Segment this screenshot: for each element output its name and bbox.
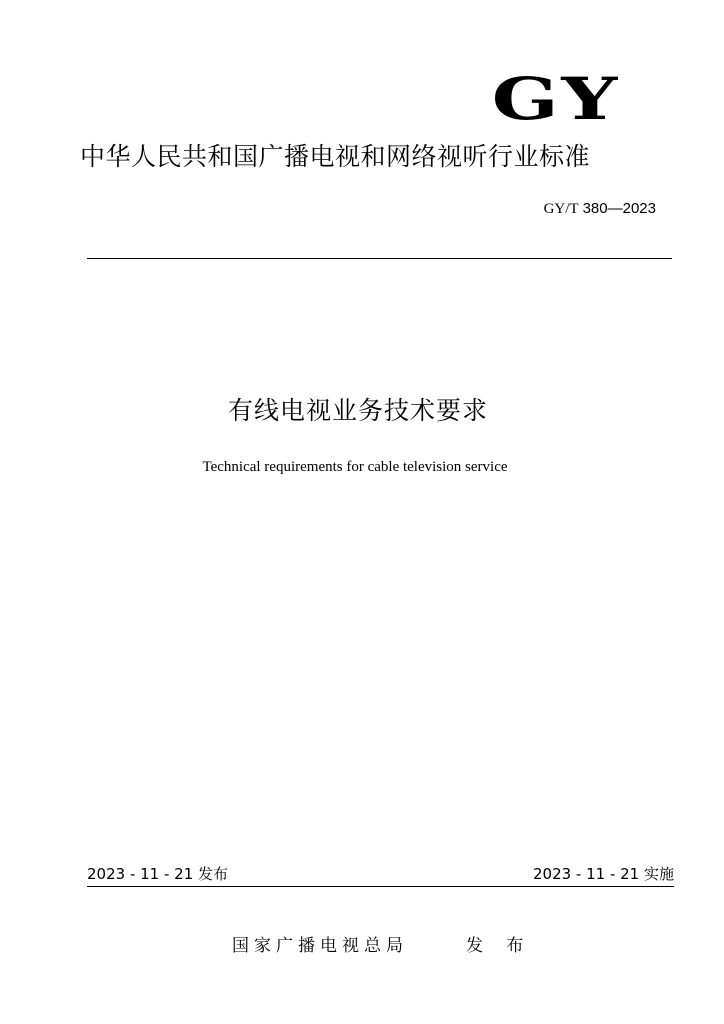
- gy-logo: GY: [491, 65, 620, 133]
- standard-code-number: 380—2023: [582, 200, 656, 217]
- publish-date: 2023 - 11 - 21 发布: [87, 865, 229, 883]
- standard-code: [544, 200, 656, 218]
- implement-date: 2023 - 11 - 21 实施: [532, 865, 674, 883]
- issuing-authority: 国家广播电视总局: [232, 936, 408, 956]
- standard-code-prefix: GY/T: [543, 201, 579, 217]
- standard-type-heading: 中华人民共和国广播电视和网络视听行业标准: [80, 142, 591, 171]
- bottom-divider: [87, 886, 674, 887]
- top-divider: [87, 258, 672, 259]
- document-title-english: Technical requirements for cable television service: [202, 459, 508, 475]
- document-title-chinese: 有线电视业务技术要求: [227, 396, 488, 425]
- issue-label: 发 布: [466, 936, 533, 956]
